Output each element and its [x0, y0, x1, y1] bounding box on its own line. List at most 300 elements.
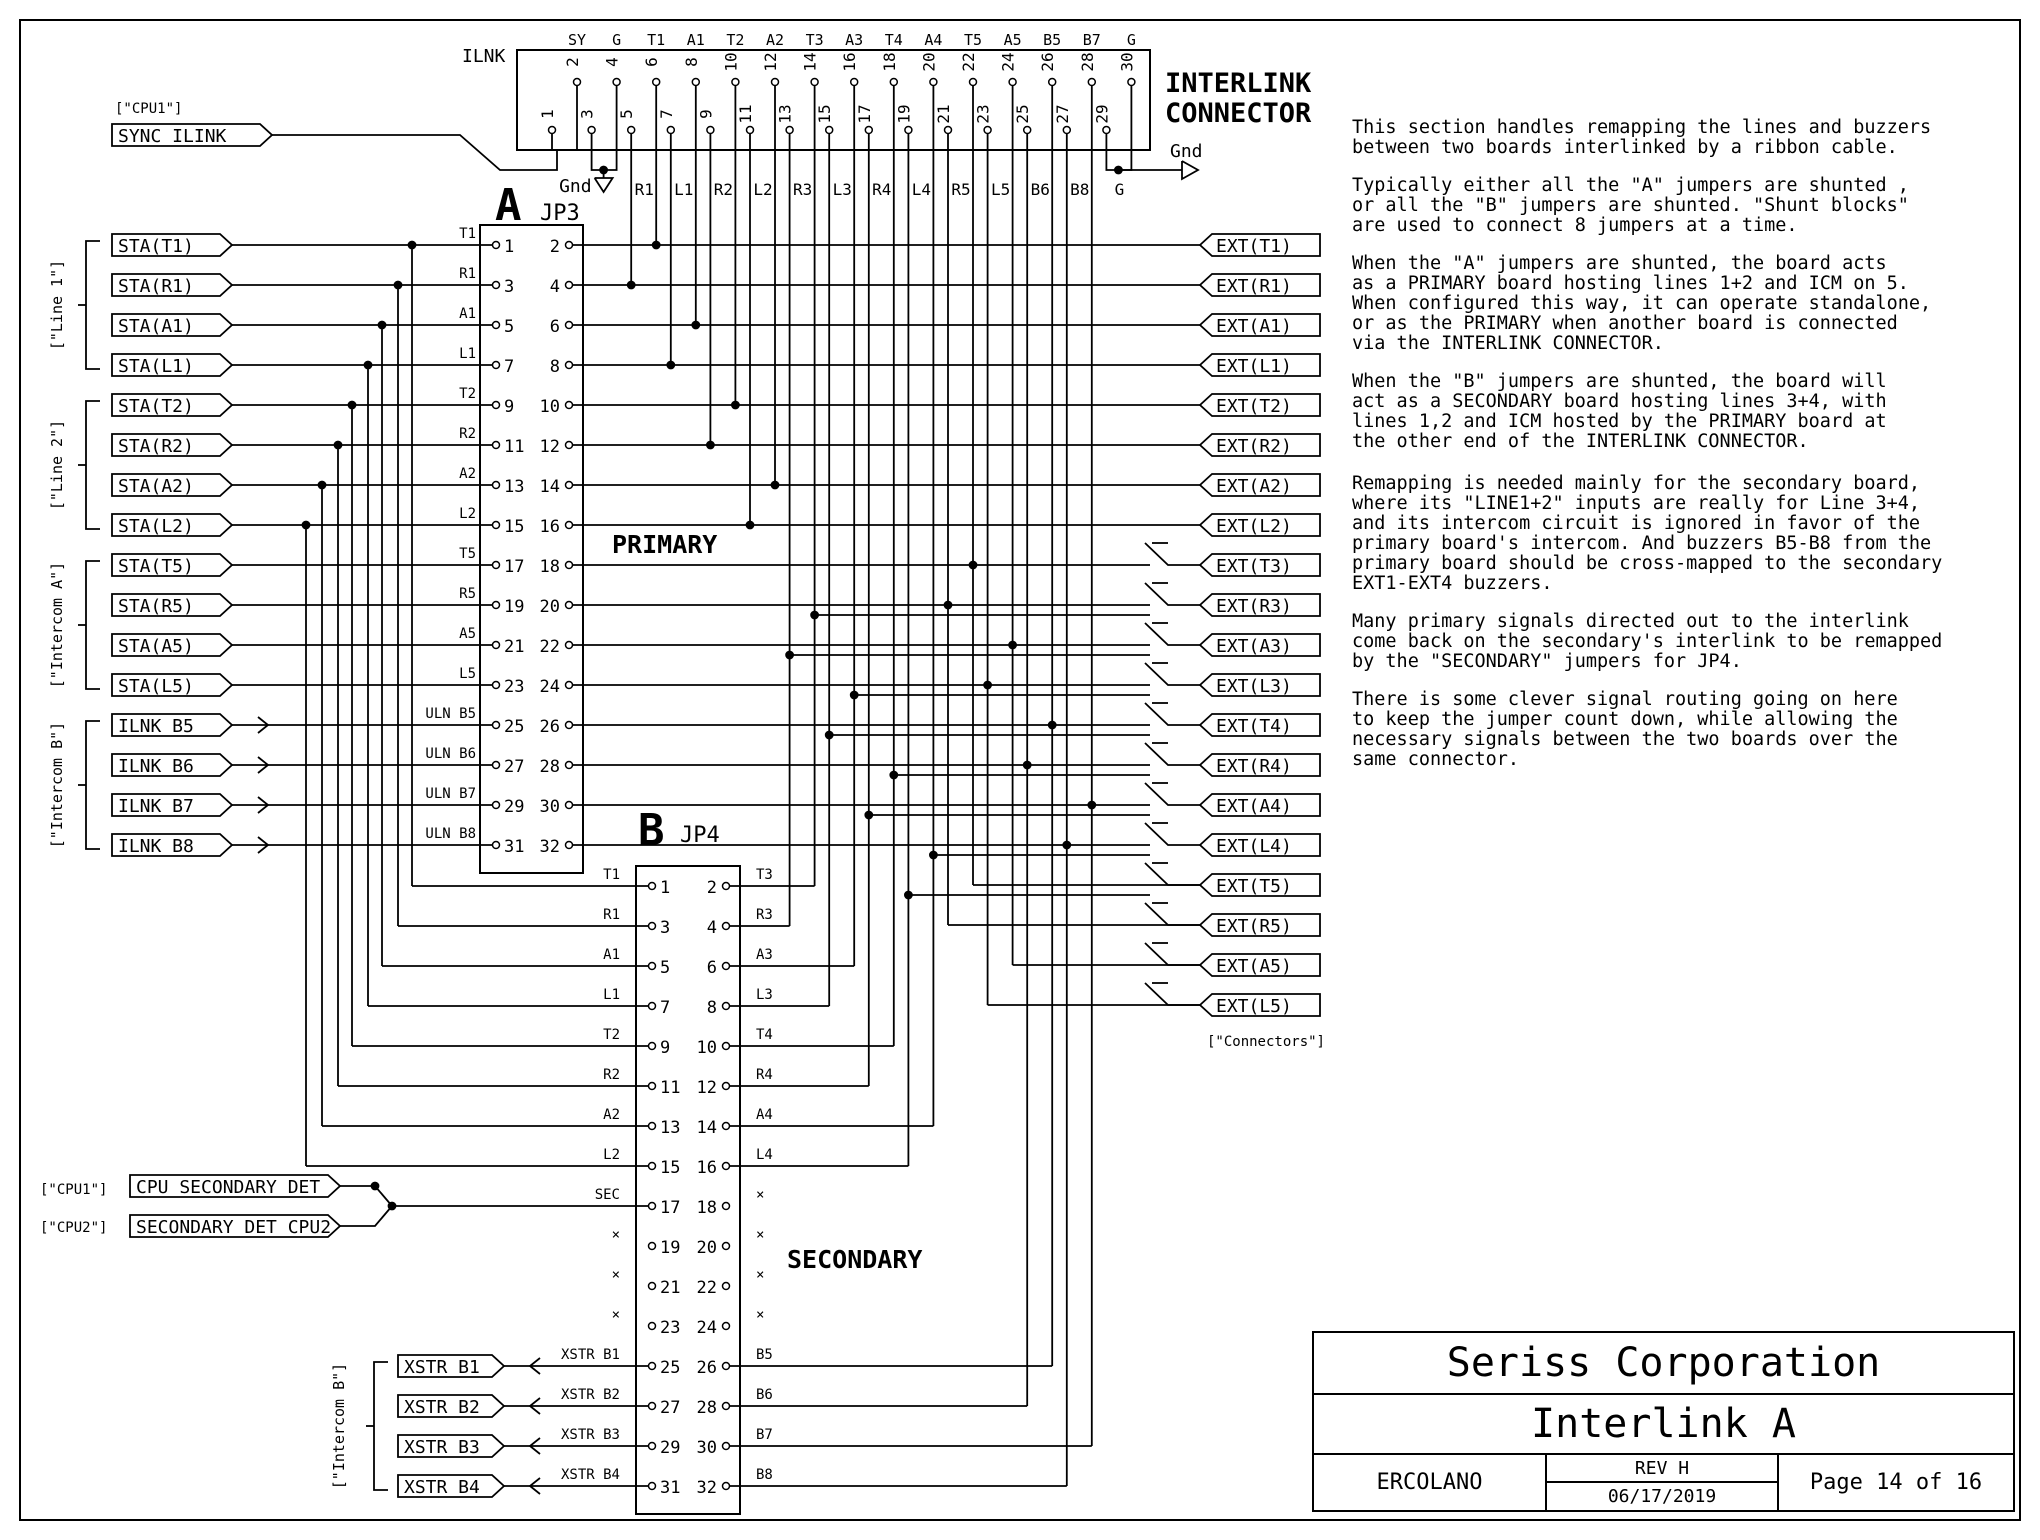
pin-circle [566, 402, 573, 409]
jp3-even-pin: 12 [539, 437, 560, 457]
jp3-even-pin: 26 [539, 717, 560, 737]
junction-dot [692, 322, 699, 329]
pin-circle [723, 1483, 730, 1490]
left-port-15: ILNK B8 [118, 836, 194, 857]
pin-circle [493, 722, 500, 729]
interlink-title-1: INTERLINK [1165, 68, 1312, 99]
jp4-odd-pin: 7 [660, 998, 671, 1018]
ilnk-bottom-label: L4 [911, 180, 932, 199]
jp3-odd-pin: 9 [504, 397, 515, 417]
ilnk-odd-pin: 9 [696, 109, 716, 119]
pin-circle [732, 79, 739, 86]
pin-circle [692, 79, 699, 86]
jp4-left-label: L1 [603, 987, 620, 1003]
ilnk-even-pin: 6 [642, 57, 662, 67]
jp3-odd-pin: 11 [504, 437, 525, 457]
ilnk-top-label: T5 [963, 31, 983, 49]
right-port-0: EXT(T1) [1216, 236, 1292, 257]
ilnk-top-label: T4 [884, 31, 903, 49]
right-port-8: EXT(T3) [1216, 556, 1292, 577]
jp4-left-label: T2 [603, 1027, 620, 1043]
ilnk-even-pin: 22 [959, 52, 978, 72]
cpu1-tag: ["CPU1"] [40, 1182, 108, 1198]
ilnk-bottom-label: R5 [951, 180, 971, 199]
right-port-4: EXT(T2) [1216, 396, 1292, 417]
sync-wire [272, 135, 557, 170]
jp3-even-pin: 22 [539, 637, 560, 657]
pin-circle [493, 362, 500, 369]
pin-circle [649, 1163, 656, 1170]
jp3-odd-pin: 7 [504, 357, 515, 377]
jp4-left-label: L2 [603, 1147, 620, 1163]
ext-diag [1145, 583, 1200, 605]
jp4-right-label: T3 [756, 867, 773, 883]
left-port-9: STA(R5) [118, 596, 194, 617]
junction-dot [389, 1203, 396, 1210]
ilnk-top-label: A5 [1003, 31, 1022, 49]
jp3-even-pin: 4 [549, 277, 560, 297]
jp4-odd-pin: 1 [660, 878, 671, 898]
junction-dot [1088, 802, 1095, 809]
jp4-even-pin: 32 [696, 1478, 717, 1498]
jp4-right-label: L4 [756, 1147, 773, 1163]
left-port-3: STA(L1) [118, 356, 194, 377]
jp4-odd-pin: 3 [660, 918, 671, 938]
jp4-right-label: × [756, 1307, 765, 1323]
jp4-even-pin: 14 [696, 1118, 717, 1138]
pin-circle [566, 762, 573, 769]
sync-ilink-port: SYNC ILINK [118, 126, 227, 147]
cpu-secondary-det-port: CPU SECONDARY DET [136, 1177, 321, 1198]
pin-circle [566, 242, 573, 249]
jp3-odd-pin: 3 [504, 277, 515, 297]
left-port-6: STA(A2) [118, 476, 194, 497]
group-brace [86, 561, 100, 689]
jp3-left-label: L5 [459, 666, 476, 682]
jp3-name: JP3 [540, 201, 580, 226]
note-1: This section handles remapping the lines and buzzers between two boards interlinked by a ribbon cable. [1352, 117, 1932, 158]
junction-dot [970, 562, 977, 569]
jp3-odd-pin: 21 [504, 637, 525, 657]
left-port-4: STA(T2) [118, 396, 194, 417]
pin-circle [1024, 127, 1031, 134]
jp3-odd-pin: 27 [504, 757, 525, 777]
junction-dot [984, 682, 991, 689]
ilnk-top-label: A1 [686, 31, 705, 49]
right-port-2: EXT(A1) [1216, 316, 1292, 337]
left-port-5: STA(R2) [118, 436, 194, 457]
ilnk-bottom-label: B6 [1030, 180, 1050, 199]
pin-circle [649, 1363, 656, 1370]
pin-circle [628, 127, 635, 134]
jp3-left-label: R1 [459, 266, 476, 282]
jp4-even-pin: 2 [706, 878, 717, 898]
gnd-left: Gnd [559, 176, 592, 197]
pin-circle [549, 127, 556, 134]
pin-circle [723, 1163, 730, 1170]
jp4-right-label: B5 [756, 1347, 773, 1363]
pin-circle [826, 127, 833, 134]
jp3-even-pin: 14 [539, 477, 560, 497]
pin-circle [613, 79, 620, 86]
jp4-section-label: SECONDARY [787, 1245, 923, 1274]
sheet-title: Interlink A [1314, 1395, 2013, 1455]
pin-circle [493, 442, 500, 449]
jp3-even-pin: 6 [549, 317, 560, 337]
pin-circle [945, 127, 952, 134]
ilnk-odd-pin: 15 [815, 104, 835, 124]
jp4-left-label: XSTR B1 [560, 1347, 620, 1363]
ilnk-bottom-label: L3 [832, 180, 852, 199]
group-brace [86, 401, 100, 529]
left-group-label: ["Line 2"] [48, 419, 66, 511]
right-port-17: EXT(R5) [1216, 916, 1292, 937]
wires [78, 86, 1200, 1494]
ilnk-even-pin: 14 [800, 52, 820, 72]
pin-circle [493, 802, 500, 809]
ilnk-odd-pin: 17 [854, 104, 874, 124]
pin-circle [566, 722, 573, 729]
junction-dot [1063, 842, 1070, 849]
right-port-14: EXT(A4) [1216, 796, 1292, 817]
ilnk-top-label: T2 [726, 31, 745, 49]
jp3-left-label: T1 [459, 226, 476, 242]
jp4-even-pin: 30 [696, 1438, 717, 1458]
pin-circle [566, 682, 573, 689]
jp3-left-label: ULN B5 [425, 706, 476, 722]
left-group-label: ["Line 1"] [48, 259, 66, 351]
pin-circle [723, 883, 730, 890]
pin-circle [747, 127, 754, 134]
pin-circle [493, 522, 500, 529]
jp3-left-label: T5 [459, 546, 476, 562]
jp4-left-label: R1 [603, 907, 620, 923]
pin-circle [1128, 79, 1135, 86]
interlink-title-2: CONNECTOR [1165, 98, 1312, 129]
junction-dot [628, 282, 635, 289]
ilnk-bottom-label: L1 [674, 180, 694, 199]
jp3-left-label: T2 [459, 386, 476, 402]
pin-circle [649, 923, 656, 930]
junction-dot [707, 442, 714, 449]
jp3-left-label: ULN B7 [425, 786, 476, 802]
ilnk-top-label: B5 [1043, 31, 1062, 49]
right-port-11: EXT(L3) [1216, 676, 1292, 697]
jp3-left-label: A2 [459, 466, 476, 482]
jp3-odd-pin: 13 [504, 477, 525, 497]
note-6: Many primary signals directed out to the interlink come back on the secondary's interlink to be remapped by the "SECONDARY" jumpers for JP4. [1352, 611, 1943, 672]
pin-circle [707, 127, 714, 134]
ilnk-top-label: B7 [1082, 31, 1101, 49]
xstr-port-0: XSTR B1 [404, 1357, 480, 1378]
ext-diag [1145, 743, 1200, 765]
pin-circle [566, 282, 573, 289]
pin-circle [865, 127, 872, 134]
pin-circle [493, 682, 500, 689]
ilnk-top-label: A4 [924, 31, 943, 49]
pin-circle [653, 79, 660, 86]
ilnk-bottom-label: R4 [872, 180, 892, 199]
ilnk-odd-pin: 5 [617, 109, 637, 119]
page-number: Page 14 of 16 [1809, 1470, 1983, 1495]
jp4-right-label: × [756, 1267, 765, 1283]
pin-circle [723, 1203, 730, 1210]
author: ERCOLANO [1314, 1455, 1547, 1510]
pin-circle [811, 79, 818, 86]
pin-circle [723, 923, 730, 930]
right-port-16: EXT(T5) [1216, 876, 1292, 897]
gnd-right: Gnd [1170, 141, 1203, 162]
revision: REV H [1547, 1455, 1779, 1483]
jp4-even-pin: 10 [696, 1038, 717, 1058]
ilnk-bottom-label: R1 [634, 180, 654, 199]
jp4-odd-pin: 21 [660, 1278, 681, 1298]
junction-dot [1009, 642, 1016, 649]
pin-circle [649, 1003, 656, 1010]
pin-circle [970, 79, 977, 86]
jp4-odd-pin: 19 [660, 1238, 681, 1258]
right-port-6: EXT(A2) [1216, 476, 1292, 497]
ilnk-odd-pin: 13 [775, 104, 795, 124]
jp4-odd-pin: 5 [660, 958, 671, 978]
junction-dot [945, 602, 952, 609]
jp4-right-label: × [756, 1187, 765, 1203]
jp4-name: JP4 [680, 823, 720, 848]
pin-circle [723, 1363, 730, 1370]
jp3-left-label: L1 [459, 346, 476, 362]
pin-circle [493, 242, 500, 249]
jp3-odd-pin: 23 [504, 677, 525, 697]
ilnk-odd-pin: 29 [1092, 104, 1112, 124]
jp3-odd-pin: 25 [504, 717, 525, 737]
pin-circle [723, 1443, 730, 1450]
jp4-right-label: B6 [756, 1387, 773, 1403]
sec-wire2 [340, 1206, 392, 1226]
left-port-7: STA(L2) [118, 516, 194, 537]
jp4-odd-pin: 27 [660, 1398, 681, 1418]
ilnk-even-pin: 16 [840, 52, 860, 72]
pin-circle [649, 1203, 656, 1210]
jp4-even-pin: 22 [696, 1278, 717, 1298]
right-port-15: EXT(L4) [1216, 836, 1292, 857]
notes-block [1352, 118, 2012, 788]
right-port-13: EXT(R4) [1216, 756, 1292, 777]
jp3-left-label: R5 [459, 586, 476, 602]
note-5: Remapping is needed mainly for the secondary board, where its "LINE1+2" inputs are really for Line 3+4, and its intercom circuit is ignored in favor of the primary board's intercom. And buzzers B5-B8 from the primary board should be cross-mapped to the secondary EXT1-EXT4 buzzers. [1352, 473, 1943, 594]
pin-circle [667, 127, 674, 134]
junction-dot [772, 482, 779, 489]
pin-circle [493, 562, 500, 569]
group-brace [86, 241, 100, 369]
pin-circle [649, 883, 656, 890]
ilnk-bottom-label: R2 [713, 180, 734, 199]
ilnk-even-pin: 20 [919, 52, 939, 72]
note-3: When the "A" jumpers are shunted, the board acts as a PRIMARY board hosting lines 1+2 and ICM on 5. When configured this way, it can operate standalone, or as the PRIMARY when another board is connected via the INTERLINK CONNECTOR. [1352, 253, 1932, 354]
ilnk-even-pin: 18 [879, 52, 899, 72]
ilnk-even-pin: 30 [1117, 52, 1137, 72]
jp3-even-pin: 20 [539, 597, 560, 617]
ilnk-top-label: SY [567, 31, 587, 49]
pin-circle [723, 1083, 730, 1090]
jp4-odd-pin: 17 [660, 1198, 681, 1218]
left-group-label: ["Intercom B"] [48, 721, 66, 849]
company-name: Seriss Corporation [1314, 1333, 2013, 1395]
pin-circle [493, 842, 500, 849]
ext-diag [1145, 623, 1200, 645]
note-7: There is some clever signal routing going on here to keep the jumper count down, while allowing the necessary signals between the two boards over the same connector. [1352, 689, 1898, 770]
ext-diag [1145, 823, 1200, 845]
pin-circle [984, 127, 991, 134]
pin-circle [905, 127, 912, 134]
date: 06/17/2019 [1547, 1483, 1779, 1510]
pin-circle [723, 963, 730, 970]
pin-circle [723, 1003, 730, 1010]
xstr-port-1: XSTR B2 [404, 1397, 480, 1418]
jp4-right-label: R3 [756, 907, 773, 923]
gnd-symbol-left [595, 178, 613, 192]
pin-circle [566, 522, 573, 529]
ext-diag [1145, 543, 1200, 565]
jp4-left-label: T1 [603, 867, 620, 883]
right-port-18: EXT(A5) [1216, 956, 1292, 977]
ilnk-top-label: A3 [845, 31, 864, 49]
ilnk-top-label: G [1126, 31, 1136, 49]
jp3-odd-pin: 19 [504, 597, 525, 617]
pin-circle [566, 842, 573, 849]
pin-circle [1063, 127, 1070, 134]
jp4-letter: B [638, 805, 665, 856]
jp3-odd-pin: 29 [504, 797, 525, 817]
title-block [1312, 1331, 2015, 1512]
jp4-right-label: A3 [756, 947, 773, 963]
left-port-0: STA(T1) [118, 236, 194, 257]
pin-circle [566, 362, 573, 369]
left-port-2: STA(A1) [118, 316, 194, 337]
ilnk-even-pin: 28 [1077, 52, 1097, 72]
jp4-left-label: SEC [594, 1187, 620, 1203]
ilnk-bottom-label: B8 [1070, 180, 1090, 199]
pin-circle [723, 1323, 730, 1330]
right-port-9: EXT(R3) [1216, 596, 1292, 617]
pin-circle [588, 127, 595, 134]
pin-circle [649, 1443, 656, 1450]
jp4-right-label: R4 [756, 1067, 773, 1083]
jp3-even-pin: 10 [539, 397, 560, 417]
jp4-right-label: L3 [756, 987, 773, 1003]
jp4-left-label: A1 [603, 947, 620, 963]
cpu2-tag: ["CPU2"] [40, 1220, 108, 1236]
jp4-right-label: A4 [756, 1107, 773, 1123]
jp4-odd-pin: 15 [660, 1158, 681, 1178]
pin-circle [649, 1283, 656, 1290]
pin-circle [772, 79, 779, 86]
pin-circle [566, 802, 573, 809]
pin-circle [890, 79, 897, 86]
secondary-det-cpu2-port: SECONDARY DET CPU2 [136, 1217, 332, 1238]
jp3-even-pin: 32 [539, 837, 560, 857]
ilnk-bottom-label: L2 [753, 180, 773, 199]
pin-circle [566, 322, 573, 329]
jp4-odd-pin: 29 [660, 1438, 681, 1458]
right-port-3: EXT(L1) [1216, 356, 1292, 377]
pin-circle [649, 1043, 656, 1050]
jp4-even-pin: 16 [696, 1158, 717, 1178]
pin-circle [786, 127, 793, 134]
pin-circle [649, 1243, 656, 1250]
jp4-even-pin: 18 [696, 1198, 717, 1218]
junction-dot [667, 362, 674, 369]
ext-diag [1145, 783, 1200, 805]
ilnk-top-label: G [612, 31, 622, 49]
ilnk-even-pin: 8 [681, 57, 701, 67]
jp4-odd-pin: 31 [660, 1478, 681, 1498]
jp4-even-pin: 4 [706, 918, 717, 938]
jp4-left-label: × [611, 1267, 620, 1283]
pin-circle [574, 79, 581, 86]
jp4-right-label: × [756, 1227, 765, 1243]
ilnk-top-label: A2 [765, 31, 785, 49]
note-2: Typically either all the "A" jumpers are shunted , or all the "B" jumpers are shunted. "Shunt blocks" are used to connect 8 jumpers at a time. [1352, 175, 1909, 236]
junction-dot [653, 242, 660, 249]
jp3-left-label: L2 [459, 506, 476, 522]
left-port-12: ILNK B5 [118, 716, 194, 737]
left-port-11: STA(L5) [118, 676, 194, 697]
group-brace [86, 721, 100, 849]
pin-circle [493, 482, 500, 489]
pin-circle [1103, 127, 1110, 134]
ilnk-odd-pin: 11 [736, 104, 755, 124]
pin-circle [566, 482, 573, 489]
right-port-5: EXT(R2) [1216, 436, 1292, 457]
jp4-even-pin: 12 [696, 1078, 717, 1098]
jp4-left-label: × [611, 1227, 620, 1243]
cpu1-top-tag: ["CPU1"] [115, 101, 183, 117]
jp3-even-pin: 24 [539, 677, 560, 697]
note-4: When the "B" jumpers are shunted, the board will act as a SECONDARY board hosting lines 3+4, with lines 1,2 and ICM hosted by the PRIMARY board at the other end of the INTERLINK CONNECTOR. [1352, 371, 1887, 452]
xstr-brace [374, 1362, 388, 1490]
pin-circle [1049, 79, 1056, 86]
ilnk-odd-pin: 1 [538, 109, 557, 119]
jp4-right-label: T4 [756, 1027, 773, 1043]
left-port-13: ILNK B6 [118, 756, 194, 777]
jp4-even-pin: 6 [706, 958, 717, 978]
xstr-port-3: XSTR B4 [404, 1477, 480, 1498]
jp4-left-label: XSTR B4 [560, 1467, 620, 1483]
ilnk-odd-pin: 7 [656, 109, 676, 119]
pin-circle [566, 642, 573, 649]
pin-circle [649, 1083, 656, 1090]
ext-diag [1145, 943, 1200, 965]
jp3-even-pin: 8 [549, 357, 560, 377]
pin-circle [723, 1043, 730, 1050]
jp3-even-pin: 30 [539, 797, 560, 817]
jp3-even-pin: 18 [539, 557, 560, 577]
xstr-group-label: ["Intercom B"] [330, 1362, 348, 1490]
pin-circle [930, 79, 937, 86]
jp3-left-label: R2 [459, 426, 476, 442]
ilnk-odd-pin: 19 [894, 104, 914, 124]
ilnk-even-pin: 4 [602, 57, 622, 67]
ext-diag [1145, 703, 1200, 725]
jp4-left-label: XSTR B2 [560, 1387, 620, 1403]
jp4-even-pin: 26 [696, 1358, 717, 1378]
jp4-left-label: A2 [603, 1107, 620, 1123]
junction-dot [747, 522, 754, 529]
pin-circle [493, 402, 500, 409]
pin-circle [723, 1123, 730, 1130]
pin-circle [723, 1243, 730, 1250]
pin-circle [1009, 79, 1016, 86]
